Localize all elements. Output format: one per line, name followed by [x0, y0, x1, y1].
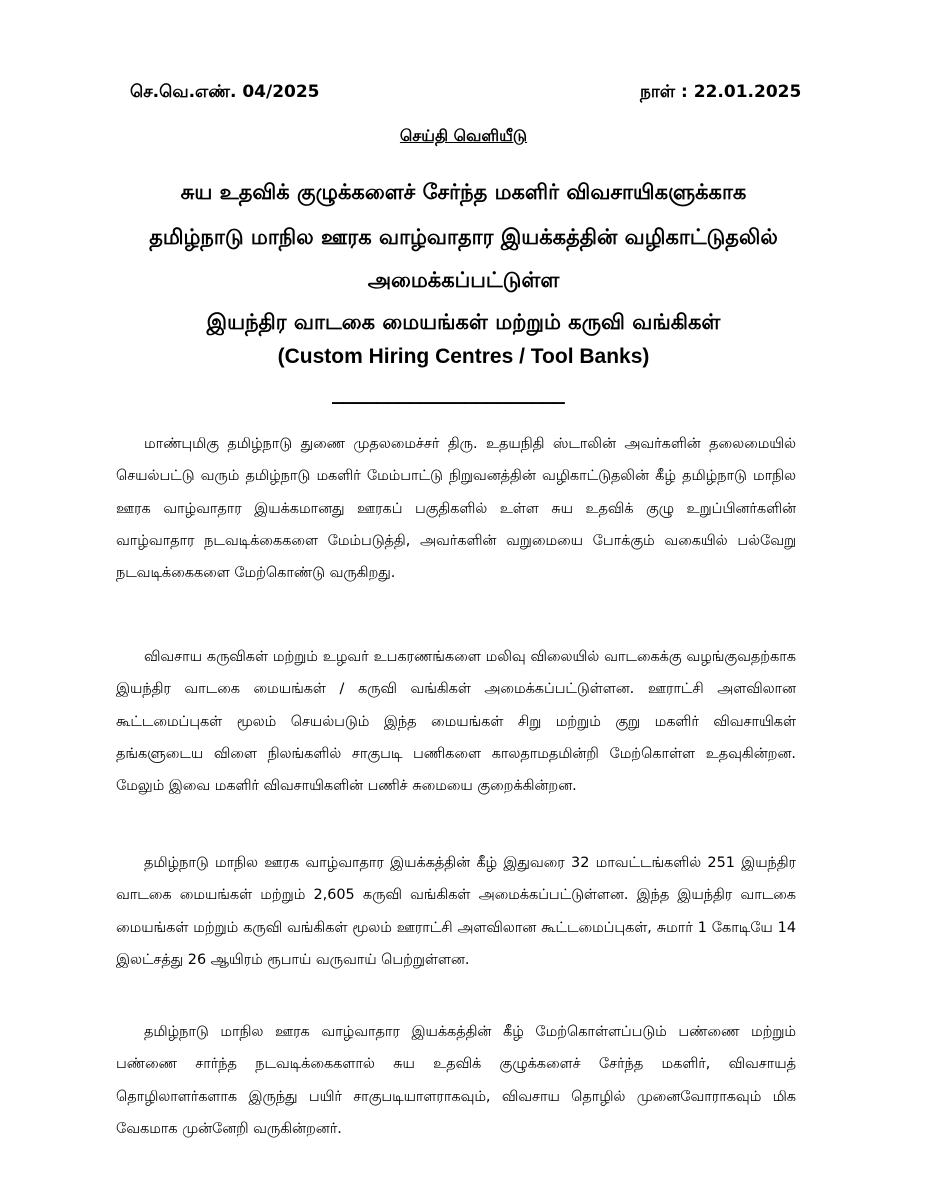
title-line-2: தமிழ்நாடு மாநில ஊரக வாழ்வாதார இயக்கத்தின் வழிகாட்டுதலில்	[149, 225, 778, 249]
title-line-1: சுய உதவிக் குழுக்களைச் சேர்ந்த மகளிர் விவசாயிகளுக்காக	[180, 180, 747, 204]
body-paragraph-2: விவசாய கருவிகள் மற்றும் உழவர் உபகரணங்களை மலிவு விலையில் வாடகைக்கு வழங்குவதற்காக இயந்திர வாடகை மையங்கள் / கருவி வங்கிகள் அமைக்கப்பட்டுள்ளன. ஊராட்சி அளவிலான கூட்டமைப்புகள் மூலம் செயல்படும் இந்த மையங்கள் சிறு மற்றும் குறு மகளிர் விவசாயிகள் தங்களுடைய விளை நிலங்களில் சாகுபடி பணிகளை காலதாமதமின்றி மேற்கொள்ள உதவுகின்றன. மேலும் இவை மகளிர் விவசாயிகளின் பணிச் சுமையை குறைக்கின்றன.	[116, 649, 796, 795]
document-type-heading: செய்தி வெளியீடு	[399, 126, 528, 145]
body-paragraph-4: தமிழ்நாடு மாநில ஊரக வாழ்வாதார இயக்கத்தின் கீழ் மேற்கொள்ளப்படும் பண்ணை மற்றும் பண்ணை சார்ந்த நடவடிக்கைகளால் சுய உதவிக் குழுக்களைச் சேர்ந்த மகளிர், விவசாயத் தொழிலாளர்களாக இருந்து பயிர் சாகுபடியாளராகவும், விவசாய தொழில் முனைவோராகவும் மிக வேகமாக முன்னேறி வருகின்றனர்.	[116, 1024, 796, 1137]
title-line-5-english: (Custom Hiring Centres / Tool Banks)	[277, 345, 650, 368]
title-line-3: அமைக்கப்பட்டுள்ள	[367, 268, 560, 292]
body-paragraph-3: தமிழ்நாடு மாநில ஊரக வாழ்வாதார இயக்கத்தின் கீழ் இதுவரை 32 மாவட்டங்களில் 251 இயந்திர வாடகை மையங்கள் மற்றும் 2,605 கருவி வங்கிகள் அமைக்கப்பட்டுள்ளன. இந்த இயந்திர வாடகை மையங்கள் மற்றும் கருவி வங்கிகள் மூலம் ஊராட்சி அளவிலான கூட்டமைப்புகள், சுமார் 1 கோடியே 14 இலட்சத்து 26 ஆயிரம் ரூபாய் வருவாய் பெற்றுள்ளன.	[116, 855, 796, 968]
release-date: நாள் : 22.01.2025	[640, 82, 802, 102]
title-separator: _____________________	[332, 380, 564, 404]
body-paragraph-1: மாண்புமிகு தமிழ்நாடு துணை முதலமைச்சர் திரு. உதயநிதி ஸ்டாலின் அவர்களின் தலைமையில் செயல்பட்டு வரும் தமிழ்நாடு மகளிர் மேம்பாட்டு நிறுவனத்தின் வழிகாட்டுதலின் கீழ் தமிழ்நாடு மாநில ஊரக வாழ்வாதார இயக்கமானது ஊரகப் பகுதிகளில் உள்ள சுய உதவிக் குழு உறுப்பினர்களின் வாழ்வாதார நடவடிக்கைகளை மேம்படுத்தி, அவர்களின் வறுமையை போக்கும் வகையில் பல்வேறு நடவடிக்கைகளை மேற்கொண்டு வருகிறது.	[116, 436, 796, 582]
title-line-4: இயந்திர வாடகை மையங்கள் மற்றும் கருவி வங்கிகள்	[206, 310, 721, 334]
reference-number: செ.வெ.எண். 04/2025	[130, 82, 320, 102]
